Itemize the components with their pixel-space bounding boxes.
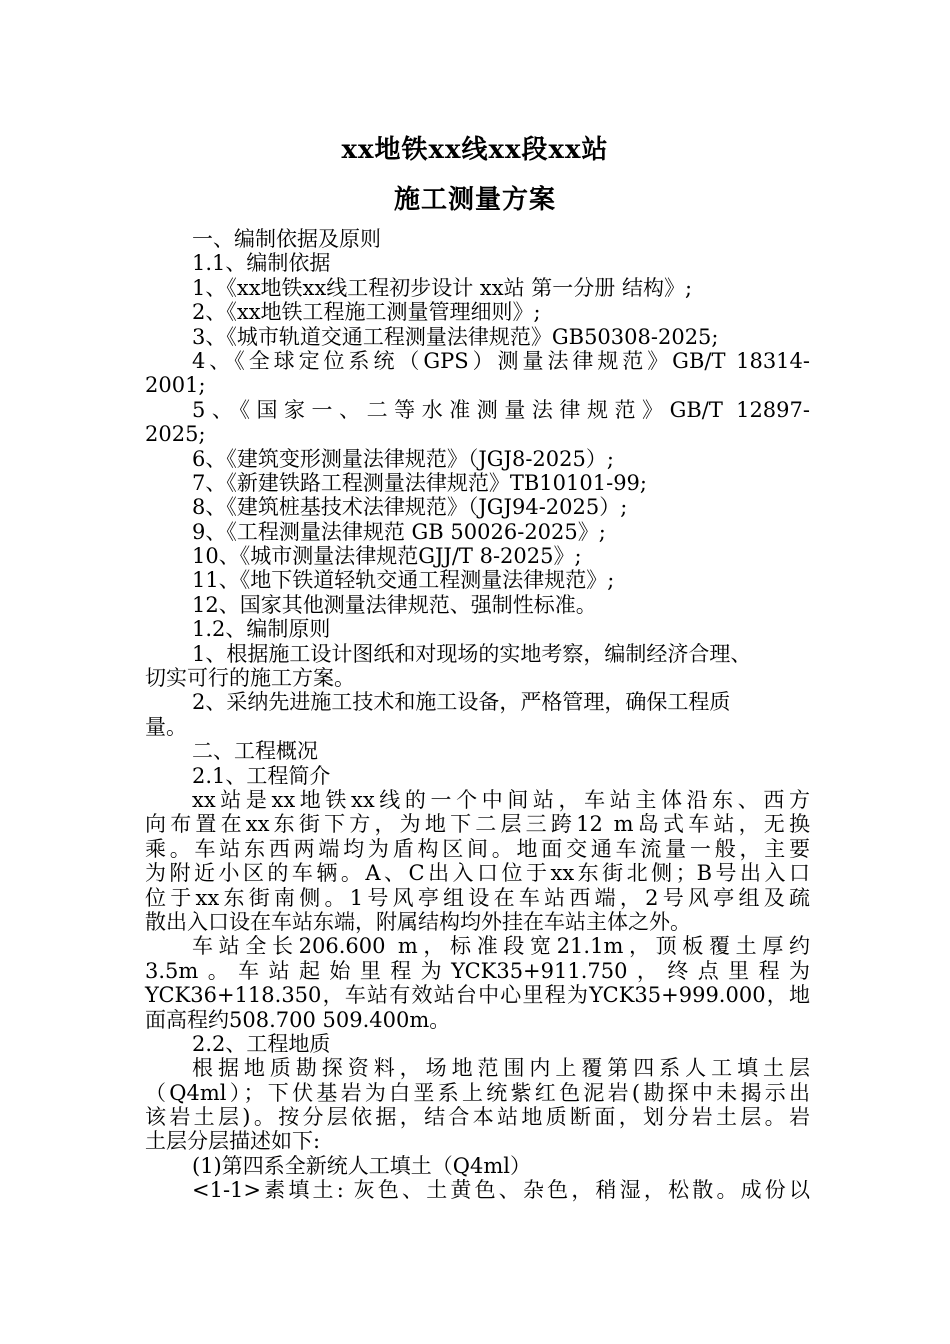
list-item: 7、《新建铁路工程测量法律规范》TB10101-99; bbox=[192, 470, 647, 495]
list-item: 9、《工程测量法律规范 GB 50026-2025》; bbox=[192, 519, 606, 544]
paragraph-line: 面高程约508.700 509.400m。 bbox=[145, 1007, 451, 1032]
list-item: 12、国家其他测量法律规范、强制性标准。 bbox=[192, 592, 597, 617]
paragraph-line: 位于xx东街南侧。1号风亭组设在车站西端，2号风亭组及疏 bbox=[145, 885, 810, 910]
section-heading-1: 一、编制依据及原则 bbox=[192, 227, 381, 251]
list-item-continuation: 2025; bbox=[145, 422, 206, 447]
paragraph-line: 2、采纳先进施工技术和施工设备，严格管理，确保工程质 bbox=[192, 690, 731, 715]
list-item: 10、《城市测量法律规范GJJ/T 8-2025》; bbox=[192, 544, 582, 569]
paragraph-line: (1)第四系全新统人工填土（Q4ml） bbox=[192, 1153, 531, 1178]
subsection-heading-2-2: 2.2、工程地质 bbox=[192, 1031, 331, 1056]
list-item: 2、《xx地铁工程施工测量管理细则》; bbox=[192, 300, 541, 325]
subsection-heading-1-1: 1.1、编制依据 bbox=[192, 251, 331, 276]
paragraph-line: 土层分层描述如下: bbox=[145, 1129, 321, 1154]
list-item: 4、《全球定位系统（GPS）测量法律规范》GB/T 18314- bbox=[192, 348, 810, 373]
paragraph-line: YCK36+118.350，车站有效站台中心里程为YCK35+999.000，地 bbox=[145, 983, 810, 1008]
list-item: 1、《xx地铁xx线工程初步设计 xx站 第一分册 结构》; bbox=[192, 275, 693, 300]
list-item: 3、《城市轨道交通工程测量法律规范》GB50308-2025; bbox=[192, 324, 719, 349]
paragraph-line: 3.5m。车站起始里程为YCK35+911.750，终点里程为 bbox=[145, 958, 810, 983]
list-item: 11、《地下铁道轻轨交通工程测量法律规范》; bbox=[192, 568, 615, 593]
paragraph-line: 车站全长206.600 m，标准段宽21.1m，顶板覆土厚约 bbox=[192, 934, 810, 959]
paragraph-line: <1-1>素填土: 灰色、土黄色、杂色，稍湿，松散。成份以 bbox=[192, 1178, 810, 1203]
paragraph-line: xx站是xx地铁xx线的一个中间站，车站主体沿东、西方 bbox=[192, 787, 810, 812]
document-subtitle: 施工测量方案 bbox=[393, 185, 556, 215]
section-heading-2: 二、工程概况 bbox=[192, 739, 318, 764]
paragraph-line: 切实可行的施工方案。 bbox=[145, 666, 355, 691]
paragraph-line: 为附近小区的车辆。A、C出入口位于xx东街北侧；B号出入口 bbox=[145, 861, 810, 886]
list-item: 5、《国家一、二等水准测量法律规范》GB/T 12897- bbox=[192, 397, 810, 422]
paragraph-line: 该岩土层)。按分层依据，结合本站地质断面，划分岩土层。岩 bbox=[145, 1105, 810, 1130]
paragraph-line: 根据地质勘探资料，场地范围内上覆第四系人工填土层 bbox=[192, 1056, 810, 1081]
paragraph-line: 乘。车站东西两端均为盾构区间。地面交通车流量一般，主要 bbox=[145, 836, 810, 861]
paragraph-line: 向布置在xx东街下方，为地下二层三跨12 m岛式车站，无换 bbox=[145, 812, 810, 837]
paragraph-line: （Q4ml）；下伏基岩为白垩系上统紫红色泥岩(勘探中未揭示出 bbox=[145, 1080, 810, 1105]
list-item-continuation: 2001; bbox=[145, 373, 206, 398]
document-body bbox=[145, 227, 810, 1203]
list-item: 6、《建筑变形测量法律规范》（JGJ8-2025）; bbox=[192, 446, 614, 471]
list-item: 8、《建筑桩基技术法律规范》（JGJ94-2025）; bbox=[192, 495, 628, 520]
paragraph-line: 量。 bbox=[145, 714, 187, 739]
paragraph-line: 散出入口设在车站东端，附属结构均外挂在车站主体之外。 bbox=[145, 909, 691, 934]
document-title: xx地铁xx线xx段xx站 bbox=[341, 135, 609, 165]
subsection-heading-2-1: 2.1、工程简介 bbox=[192, 763, 331, 788]
subsection-heading-1-2: 1.2、编制原则 bbox=[192, 617, 331, 642]
paragraph-line: 1、根据施工设计图纸和对现场的实地考察，编制经济合理、 bbox=[192, 641, 752, 666]
